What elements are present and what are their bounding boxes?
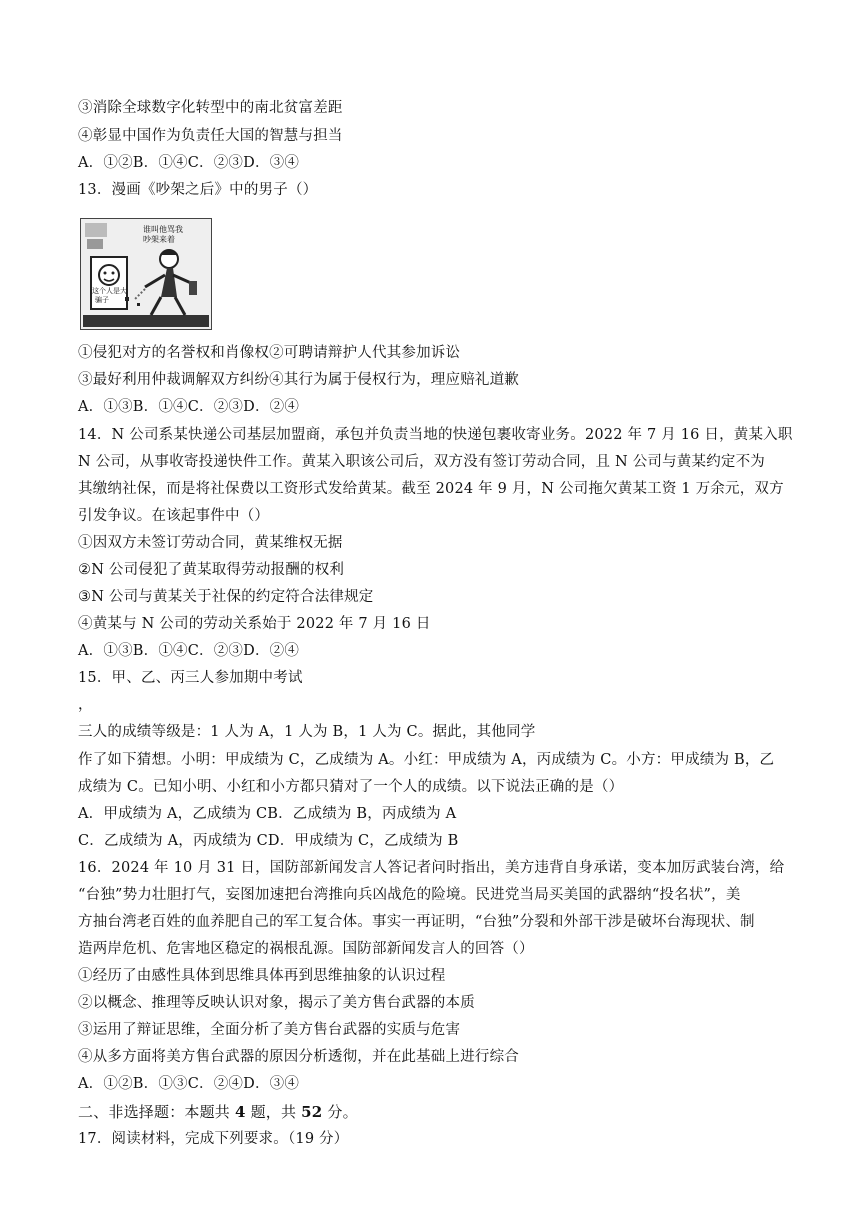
q14-option-3: ③N 公司与黄某关于社保的约定符合法律规定 (78, 589, 374, 605)
q12-answer-choices: A．①②B．①④C．②③D．③④ (78, 155, 300, 171)
section-2-heading-pre: 二、非选择题：本题共 (78, 1103, 235, 1121)
section-2-heading (78, 1102, 788, 1122)
q16-option-4: ④从多方面将美方售台武器的原因分析透彻，并在此基础上进行综合 (78, 1049, 519, 1065)
q14-option-1: ①因双方未签订劳动合同，黄某维权无据 (78, 535, 343, 551)
cartoon-caption-2: 吵架来着 (143, 235, 175, 244)
section-2-heading-mid: 题，共 (245, 1103, 302, 1121)
cartoon-caption-1: 谁叫他骂我 (143, 225, 183, 234)
q16-answer-choices: A．①②B．①③C．②④D．③④ (78, 1076, 300, 1092)
q12-option-3: ③消除全球数字化转型中的南北贫富差距 (78, 100, 343, 116)
q15-stem-line-4: 成绩为 C。已知小明、小红和小方都只猜对了一个人的成绩。以下说法正确的是（） (78, 779, 624, 795)
q16-option-3: ③运用了辩证思维，全面分析了美方售台武器的实质与危害 (78, 1022, 461, 1038)
q15-answer-choices-1: A．甲成绩为 A，乙成绩为 CB．乙成绩为 B，丙成绩为 A (78, 806, 457, 822)
q16-stem-line-4: 造两岸危机、危害地区稳定的祸根乱源。国防部新闻发言人的回答（） (78, 941, 534, 957)
q15-stem-line-2: 三人的成绩等级是：1 人为 A，1 人为 B，1 人为 C。据此，其他同学 (78, 724, 536, 740)
section-2-question-count: 4 (234, 1103, 246, 1121)
q14-answer-choices: A．①③B．①④C．②③D．②④ (78, 643, 300, 659)
q15-stray-comma: ， (78, 697, 93, 713)
q13-stem: 13．漫画《吵架之后》中的男子（） (78, 182, 318, 198)
q14-option-4: ④黄某与 N 公司的劳动关系始于 2022 年 7 月 16 日 (78, 616, 431, 632)
q17-stem: 17．阅读材料，完成下列要求。（19 分） (78, 1131, 349, 1147)
q15-stem-line-3: 作了如下猜想。小明：甲成绩为 C，乙成绩为 A。小红：甲成绩为 A，丙成绩为 C。小方：甲成绩为 B，乙 (78, 752, 775, 768)
section-2-heading-post: 分。 (322, 1103, 358, 1121)
q12-option-4: ④彰显中国作为负责任大国的智慧与担当 (78, 128, 343, 144)
q13-answer-choices: A．①③B．①④C．②③D．②④ (78, 399, 300, 415)
q15-stem-line-1: 15．甲、乙、丙三人参加期中考试 (78, 670, 303, 686)
q14-stem-line-3: 其缴纳社保，而是将社保费以工资形式发给黄某。截至 2024 年 9 月，N 公司拖欠黄某工资 1 万余元，双方 (78, 481, 784, 497)
q16-stem-line-3: 方抽台湾老百姓的血养肥自己的军工复合体。事实一再证明，“台独”分裂和外部干涉是破坏台海现状、制 (78, 914, 755, 930)
q13-options-line-1: ①侵犯对方的名誉权和肖像权②可聘请辩护人代其参加诉讼 (78, 345, 461, 361)
q13-options-line-2: ③最好利用仲裁调解双方纠纷④其行为属于侵权行为，理应赔礼道歉 (78, 372, 519, 388)
q14-stem-line-1: 14．N 公司系某快递公司基层加盟商，承包并负责当地的快递包裹收寄业务。2022 年 7 月 16 日，黄某入职 (78, 427, 793, 443)
cartoon-sign-text-2: 骗子 (95, 296, 109, 304)
q16-option-1: ①经历了由感性具体到思维具体再到思维抽象的认识过程 (78, 968, 446, 984)
q14-option-2: ②N 公司侵犯了黄某取得劳动报酬的权利 (78, 562, 345, 578)
quarrel-cartoon-image (80, 218, 212, 330)
q16-stem-line-2: “台独”势力壮胆打气，妄图加速把台湾推向兵凶战危的险境。民进党当局买美国的武器纳“投名状”，美 (78, 887, 741, 903)
q14-stem-line-2: N 公司，从事收寄投递快件工作。黄某入职该公司后，双方没有签订劳动合同，且 N 公司与黄某约定不为 (78, 454, 765, 470)
cartoon-sign-text-1: 这个人是大 (92, 287, 127, 295)
q16-stem-line-1: 16．2024 年 10 月 31 日，国防部新闻发言人答记者问时指出，美方违背自身承诺，变本加厉武装台湾，给 (78, 860, 785, 876)
q14-stem-line-4: 引发争议。在该起事件中（） (78, 508, 270, 524)
q15-answer-choices-2: C．乙成绩为 A，丙成绩为 CD．甲成绩为 C，乙成绩为 B (78, 833, 459, 849)
q16-option-2: ②以概念、推理等反映认识对象，揭示了美方售台武器的本质 (78, 995, 475, 1011)
section-2-total-points: 52 (301, 1103, 323, 1121)
